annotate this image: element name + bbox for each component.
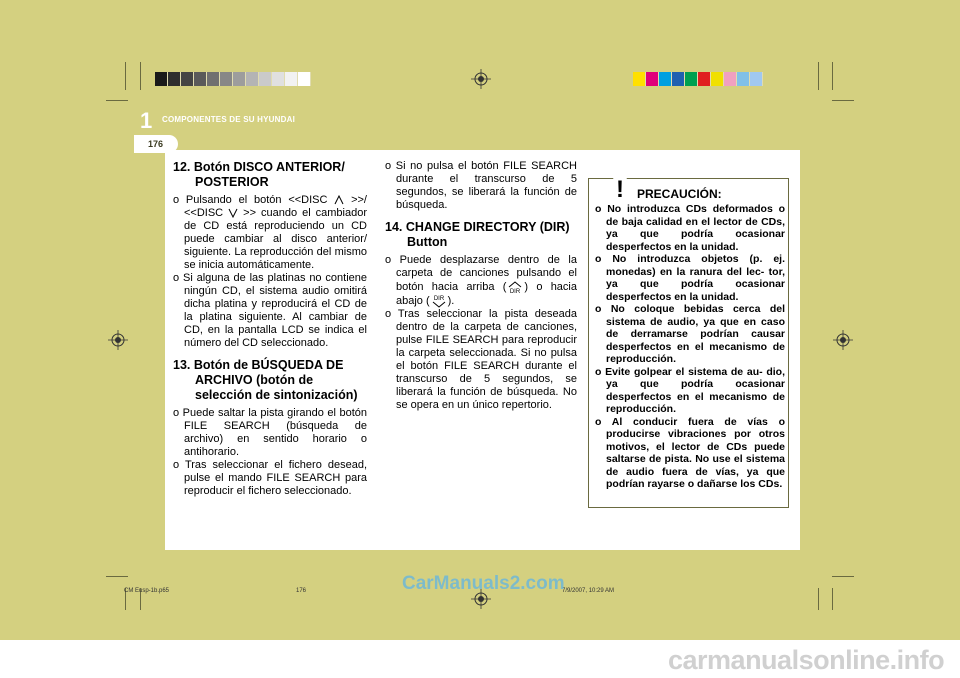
warning-list — [595, 203, 785, 491]
crop-mark — [106, 576, 128, 577]
gray-swatch — [233, 72, 246, 86]
color-swatch — [750, 72, 763, 86]
page-number: 176 — [148, 139, 164, 149]
registration-target-icon — [833, 330, 853, 350]
paragraph: o Si no pulsa el botón FILE SEARCH durante el transcurso de 5 segundos, se liberará la función de búsqueda. — [385, 160, 577, 211]
crop-mark — [106, 100, 128, 101]
gray-swatch — [207, 72, 220, 86]
warning-title: PRECAUCIÓN: — [637, 187, 722, 201]
registration-target-icon — [471, 69, 491, 89]
dir-up-label: DIR — [510, 289, 521, 294]
crop-mark — [832, 100, 854, 101]
warning-triangle-icon — [598, 166, 642, 204]
color-swatch — [711, 72, 724, 86]
paragraph: o Puede desplazarse dentro de la carpeta de canciones pulsando el botón hacia arriba ( DIR ) o hacia abajo ( DIR ). — [385, 254, 577, 307]
crop-mark — [818, 588, 819, 610]
gray-swatch — [168, 72, 181, 86]
crop-mark — [832, 588, 833, 610]
watermark-bottom: carmanualsonline.info — [668, 645, 945, 675]
paragraph: o Si alguna de las platinas no contiene ningún CD, el sistema audio omitirá dicha platina y reproducirá el CD de la platina siguiente. Al cambiar de CD, en la pantalla LCD se indica el número del CD seleccionado. — [173, 272, 367, 349]
gray-swatch — [181, 72, 194, 86]
slug-date: 7/9/2007, 10:29 AM — [562, 588, 615, 594]
crop-mark — [140, 62, 141, 90]
slug-filename: CM Eusp-1b.p65 — [124, 588, 170, 594]
gray-swatch — [259, 72, 272, 86]
warning-item: o No coloque bebidas cerca del sistema de audio, ya que en caso de derramarse podrían causar desperfectos en el mecanismo de reproducción. — [595, 303, 785, 365]
grayscale-calibration-strip — [155, 72, 311, 86]
gray-swatch — [298, 72, 311, 86]
heading-14: 14. CHANGE DIRECTORY (DIR) Button — [385, 220, 570, 249]
crop-mark — [832, 576, 854, 577]
color-swatch — [633, 72, 646, 86]
gray-swatch — [285, 72, 298, 86]
gray-swatch — [155, 72, 168, 86]
slug-page: 176 — [296, 588, 307, 594]
down-arrow-icon — [228, 208, 238, 218]
dir-down-label: DIR — [433, 296, 444, 302]
color-swatch — [698, 72, 711, 86]
gray-swatch — [272, 72, 285, 86]
column-middle — [385, 160, 577, 412]
chapter-title: COMPONENTES DE SU HYUNDAI — [162, 115, 296, 124]
paragraph: o Tras seleccionar la pista deseada dentro de la carpeta de canciones, pulse FILE SEARCH para reproducir la carpeta seleccionada. Si no pulsa el botón FILE SEARCH durante el transcurso de 5 segundos, se liberará la función de búsqueda. No se opera en un único repertorio. — [385, 308, 577, 411]
warning-item: o Al conducir fuera de vías o producirse vibraciones por otros motivos, el lector de CDs puede saltarse de pista. No use el sistema de audio fuera de vías, ya que podrían rayarse o dañarse los CDs. — [595, 415, 785, 490]
paragraph: o Pulsando el botón <<DISC >>/ <<DISC >> cuando el cambiador de CD está reproduciendo un CD puede cambiar al disco anterior/ siguiente. La reproducción del mismo se inicia automáticamente. — [173, 194, 367, 271]
color-swatch — [737, 72, 750, 86]
watermark-top: CarManuals2.com — [402, 573, 565, 594]
warning-item: o Evite golpear el sistema de au- dio, ya que podría ocasionar desperfectos en el mecanismo de reproducción. — [595, 365, 785, 415]
heading-12: 12. Botón DISCO ANTERIOR/ POSTERIOR — [173, 160, 345, 189]
warning-item: o No introduzca CDs deformados o de baja calidad en el lector de CDs, ya que podría ocasionar desperfectos en la unidad. — [595, 203, 785, 253]
registration-target-icon — [108, 330, 128, 350]
warning-item: o No introduzca objetos (p. ej. monedas) en la ranura del lec- tor, ya que podría ocasionar desperfectos en la unidad. — [595, 253, 785, 303]
gray-swatch — [246, 72, 259, 86]
dir-down-icon — [430, 294, 448, 308]
color-swatch — [724, 72, 737, 86]
crop-mark — [832, 62, 833, 90]
color-swatch — [685, 72, 698, 86]
svg-text:!: ! — [616, 176, 624, 203]
paragraph: o Puede saltar la pista girando el botón FILE SEARCH (búsqueda de archivo) en sentido horario o antihorario. — [173, 407, 367, 458]
color-swatch — [672, 72, 685, 86]
color-swatch — [659, 72, 672, 86]
heading-13: 13. Botón de BÚSQUEDA DE ARCHIVO (botón de selección de sintonización) — [173, 358, 358, 402]
gray-swatch — [194, 72, 207, 86]
crop-mark — [818, 62, 819, 90]
paragraph: o Tras seleccionar el fichero desead, pulse el mando FILE SEARCH para reproducir el fichero seleccionado. — [173, 459, 367, 497]
gray-swatch — [220, 72, 233, 86]
crop-mark — [125, 62, 126, 90]
dir-up-icon — [506, 280, 524, 294]
color-swatch — [646, 72, 659, 86]
column-left — [173, 160, 367, 498]
chapter-number: 1 — [140, 108, 153, 133]
color-calibration-strip — [633, 72, 763, 86]
up-arrow-icon — [334, 195, 344, 205]
